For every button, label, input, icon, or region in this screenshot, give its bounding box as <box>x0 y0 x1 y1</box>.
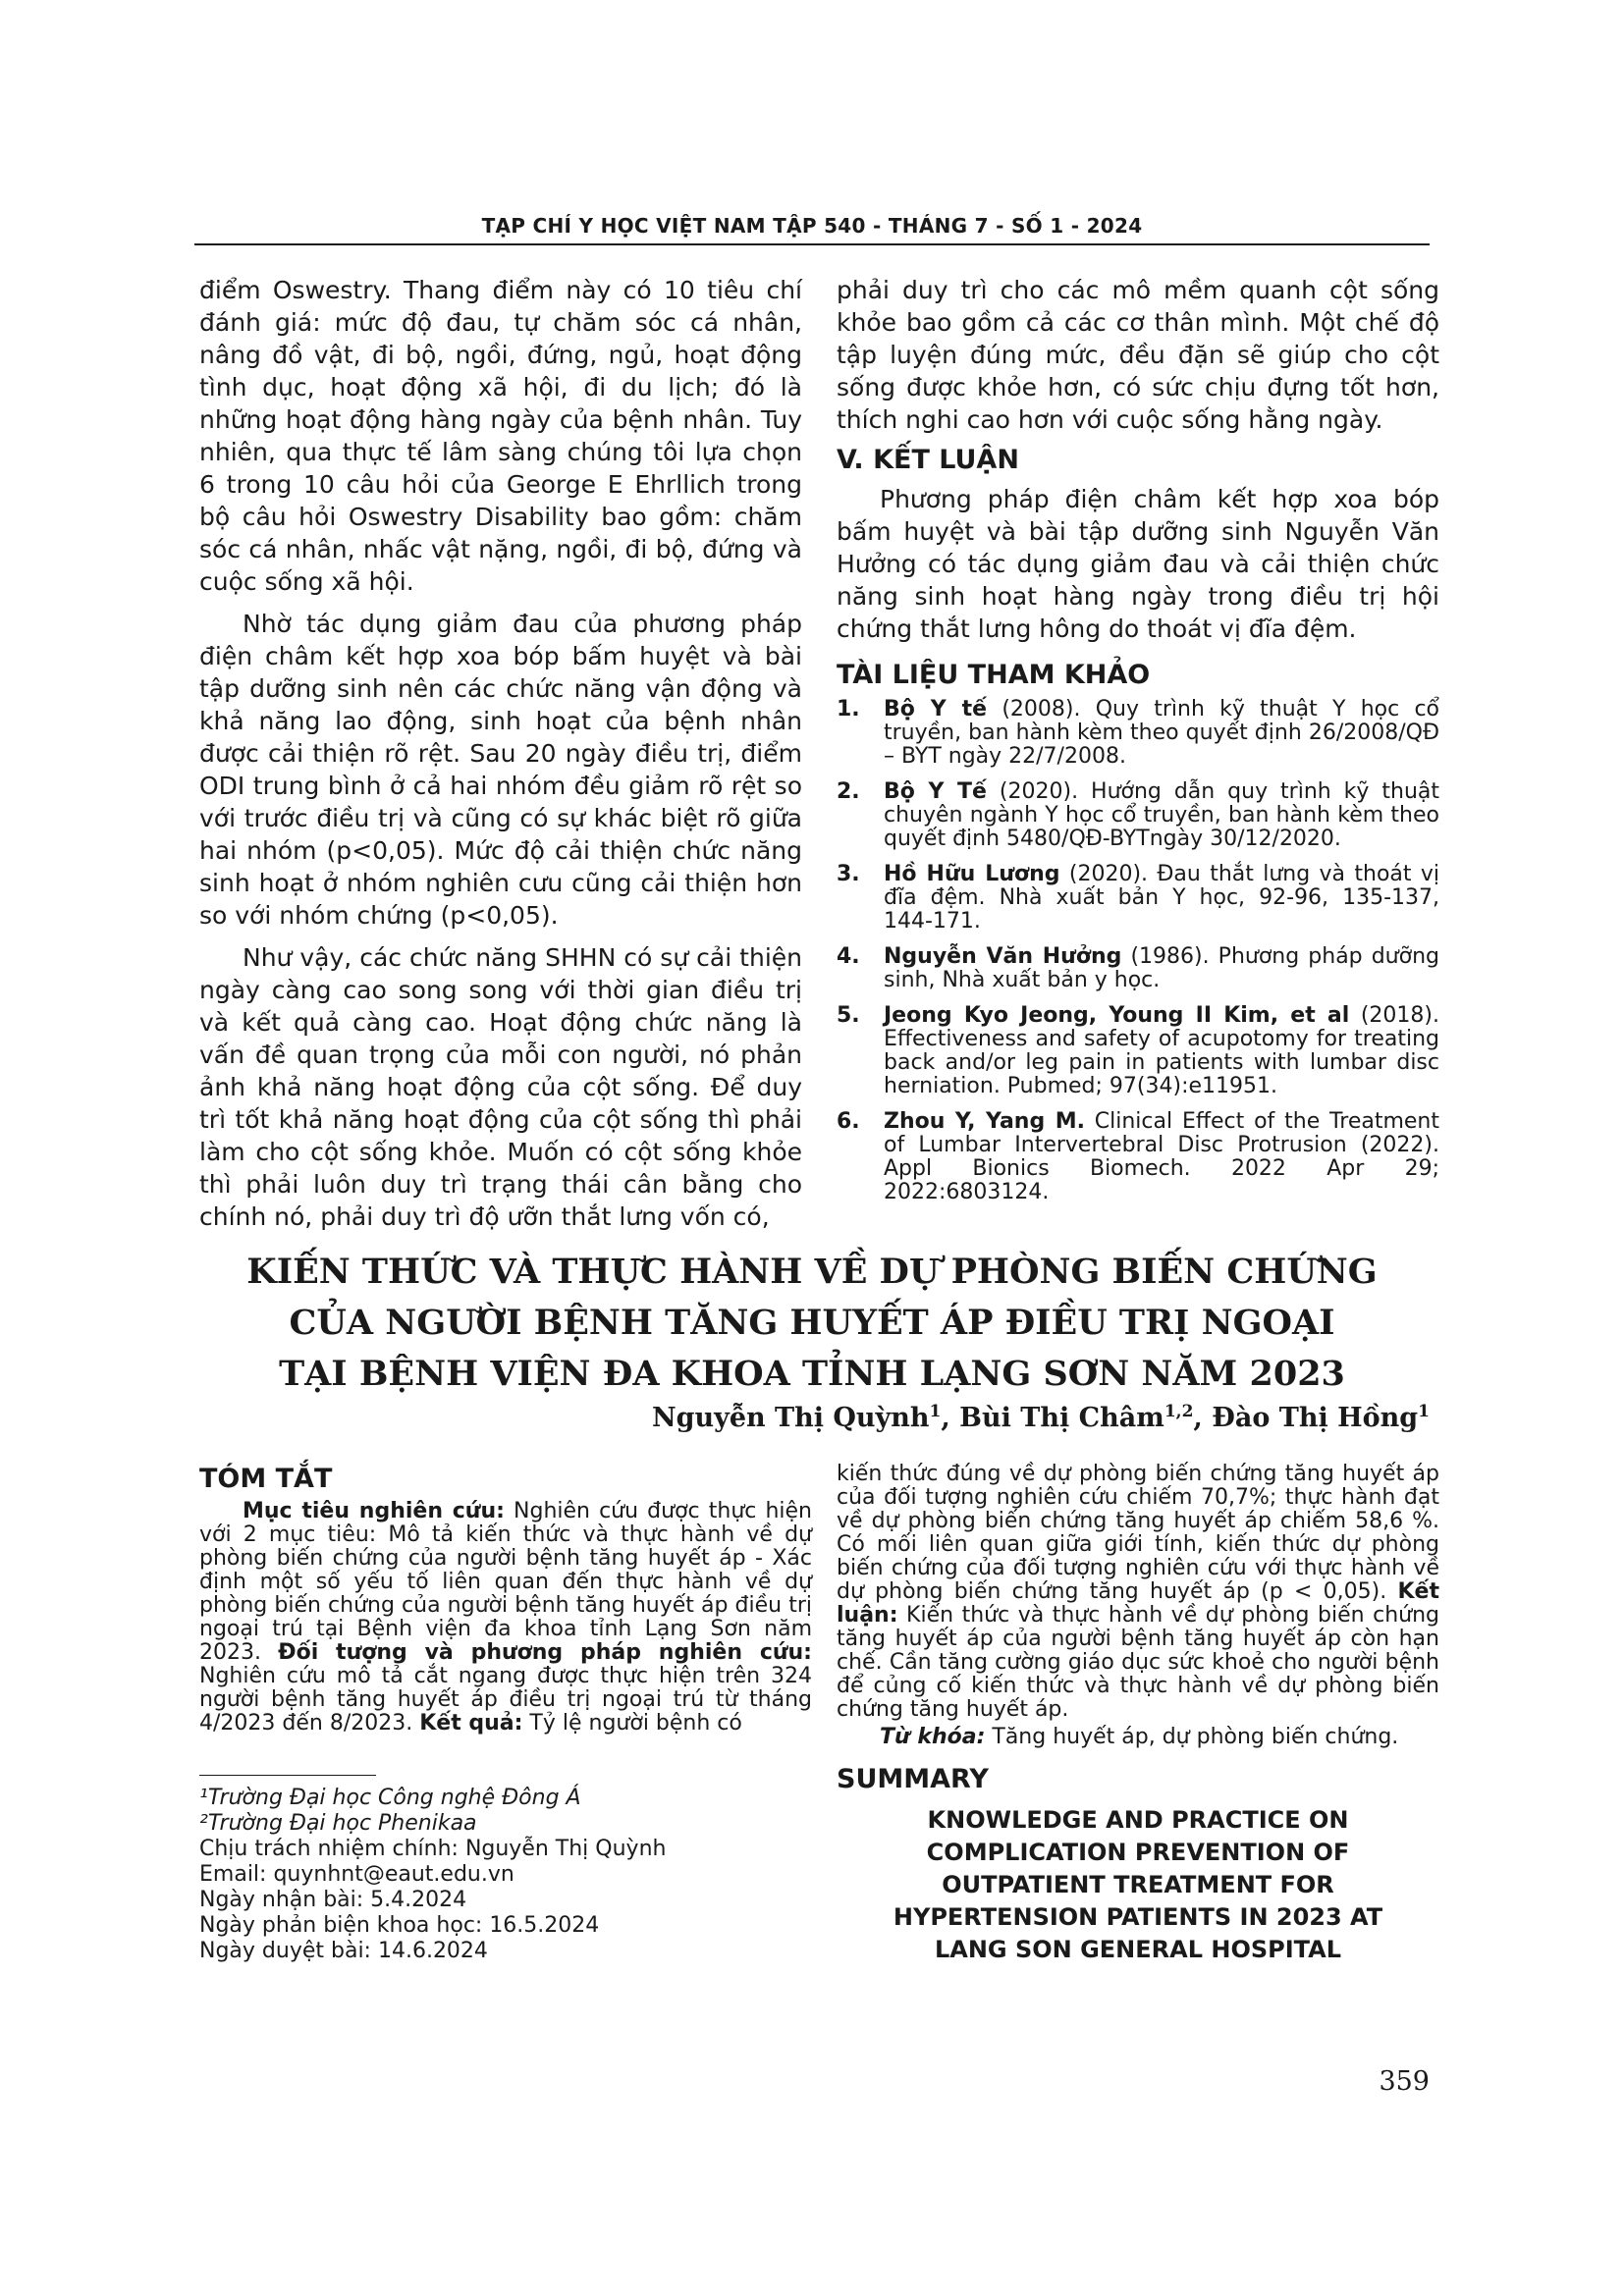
reference-author: Bộ Y Tế <box>884 779 987 804</box>
paragraph: Như vậy, các chức năng SHHN có sự cải thiện ngày càng cao song song với thời gian điều trị và kết quả càng cao. Hoạt động chức năng là vấn đề quan trọng của mỗi con người, nó phản ảnh khả năng hoạt động của cột sống. Để duy trì tốt khả năng hoạt động của cột sống thì phải làm cho cột sống khỏe. Muốn có cột sống khỏe thì phải luôn duy trì trạng thái cân bằng cho chính nó, phải duy trì độ ưỡn thắt lưng vốn có, <box>199 943 802 1231</box>
reference-item <box>837 863 1439 934</box>
reference-number: 6. <box>837 1109 860 1134</box>
received-date: Ngày nhận bài: 5.4.2024 <box>199 1888 467 1912</box>
abstract-text <box>837 1463 1439 1722</box>
reference-detail: (2008). Quy trình kỹ thuật Y học cổ truyền, ban hành kèm theo quyết định 26/2008/QĐ – BYT ngày 22/7/2008. <box>884 697 1439 769</box>
reference-item <box>837 780 1439 851</box>
reference-detail: (1986). Phương pháp dưỡng sinh, Nhà xuất bản y học. <box>884 944 1439 992</box>
conclusion-text: Kiến thức và thực hành về dự phòng biến chứng tăng huyết áp của người bệnh tăng huyết áp còn hạn chế. Cần tăng cường giáo dục sức khoẻ cho người bệnh để củng cố kiến thức và thực hành về dự phòng biến chứng tăng huyết áp. <box>837 1603 1439 1722</box>
keywords <box>837 1726 1439 1749</box>
keywords-label: Từ khóa: <box>880 1725 986 1749</box>
keywords-text: Tăng huyết áp, dự phòng biến chứng. <box>985 1725 1399 1749</box>
reference-item <box>837 1110 1439 1204</box>
reference-detail: Clinical Effect of the Treatment of Lumbar Intervertebral Disc Protrusion (2022). Appl Bionics Biomech. 2022 Apr 29; 2022:6803124. <box>884 1109 1439 1204</box>
conclusion-heading: V. KẾT LUẬN <box>837 445 1019 475</box>
reference-number: 3. <box>837 862 860 886</box>
author-name: Nguyễn Thị Quỳnh <box>651 1403 930 1433</box>
reference-text <box>884 1004 1439 1098</box>
paragraph: Nhờ tác dụng giảm đau của phương pháp điện châm kết hợp xoa bóp bấm huyệt và bài tập dưỡng sinh nên các chức năng vận động và khả năng lao động, sinh hoạt của bệnh nhân được cải thiện rõ rệt. Sau 20 ngày điều trị, điểm ODI trung bình ở cả hai nhóm đều giảm rõ rệt so với trước điều trị và cũng có sự khác biệt rõ giữa hai nhóm (p<0,05). Mức độ cải thiện chức năng sinh hoạt ở nhóm nghiên cưu cũng cải thiện hơn so với nhóm chứng (p<0,05). <box>199 610 802 930</box>
title-line: TẠI BỆNH VIỆN ĐA KHOA TỈNH LẠNG SƠN NĂM 2023 <box>279 1354 1345 1394</box>
paragraph: điểm Oswestry. Thang điểm này có 10 tiêu chí đánh giá: mức độ đau, tự chăm sóc cá nhân, nâng đồ vật, đi bộ, ngồi, đứng, ngủ, hoạt động tình dục, hoạt động xã hội, đi du lịch; đó là những hoạt động hàng ngày của bệnh nhân. Tuy nhiên, qua thực tế lâm sàng chúng tôi lựa chọn 6 trong 10 câu hỏi của George E Ehrllich trong bộ câu hỏi Oswestry Disability bao gồm: chăm sóc cá nhân, nhấc vật nặng, ngồi, đi bộ, đứng và cuộc sống xã hội. <box>199 276 802 596</box>
references-heading: TÀI LIỆU THAM KHẢO <box>837 660 1151 690</box>
accepted-date: Ngày duyệt bài: 14.6.2024 <box>199 1939 488 1963</box>
email: Email: quynhnt@eaut.edu.vn <box>199 1862 514 1887</box>
reference-author: Nguyễn Văn Hưởng <box>884 944 1122 969</box>
reference-author: Hồ Hữu Lương <box>884 862 1060 886</box>
reference-text <box>884 945 1439 992</box>
authors <box>652 1402 1430 1433</box>
result-label: Kết quả: <box>419 1711 523 1735</box>
corresponding-author: Chịu trách nhiệm chính: Nguyễn Thị Quỳnh <box>199 1837 667 1861</box>
reference-item <box>837 945 1439 992</box>
title-line: CỦA NGƯỜI BỆNH TĂNG HUYẾT ÁP ĐIỀU TRỊ NGOẠI <box>289 1303 1335 1343</box>
review-date: Ngày phản biện khoa học: 16.5.2024 <box>199 1913 600 1938</box>
author-name: Bùi Thị Châm <box>959 1403 1164 1433</box>
summary-en-title <box>837 1804 1439 1966</box>
abstract-text <box>199 1500 812 1735</box>
method-label: Đối tượng và phương pháp nghiên cứu: <box>278 1640 812 1665</box>
author-affiliation: 1 <box>1418 1402 1430 1421</box>
prev-right-column <box>837 274 1439 1216</box>
summary-vi-heading: TÓM TẮT <box>199 1464 333 1494</box>
running-header: TẠP CHÍ Y HỌC VIỆT NAM TẬP 540 - THÁNG 7 - SỐ 1 - 2024 <box>194 214 1430 245</box>
title-line: KIẾN THỨC VÀ THỰC HÀNH VỀ DỰ PHÒNG BIẾN CHỨNG <box>246 1252 1378 1292</box>
reference-author: Bộ Y tế <box>884 697 988 721</box>
prev-left-column <box>199 274 802 1233</box>
summary-title-line: COMPLICATION PREVENTION OF <box>926 1839 1350 1866</box>
summary-en-heading: SUMMARY <box>837 1764 989 1794</box>
reference-number: 5. <box>837 1003 860 1028</box>
paragraph: phải duy trì cho các mô mềm quanh cột sống khỏe bao gồm cả các cơ thân mình. Một chế độ tập luyện đúng mức, đều đặn sẽ giúp cho cột sống được khỏe hơn, có sức chịu đựng tốt hơn, thích nghi cao hơn với cuộc sống hằng ngày. <box>837 276 1439 434</box>
reference-text <box>884 698 1439 769</box>
author-name: Đào Thị Hồng <box>1212 1403 1419 1433</box>
reference-detail: (2020). Hướng dẫn quy trình kỹ thuật chuyên ngành Y học cổ truyền, ban hành kèm theo quyết định 5480/QĐ-BYTngày 30/12/2020. <box>884 779 1440 851</box>
method-text: Nghiên cứu mô tả cắt ngang được thực hiện trên 324 người bệnh tăng huyết áp điều trị ngoại trú từ tháng 4/2023 đến 8/2023. <box>199 1664 812 1735</box>
author-affiliation: 1,2 <box>1164 1402 1194 1421</box>
reference-author: Zhou Y, Yang M. <box>884 1109 1085 1134</box>
page-number: 359 <box>1379 2066 1430 2097</box>
reference-number: 4. <box>837 944 860 969</box>
summary-title-line: OUTPATIENT TREATMENT FOR <box>942 1871 1334 1898</box>
result-text: Tỷ lệ người bệnh có <box>522 1711 742 1735</box>
result-text: kiến thức đúng về dự phòng biến chứng tăng huyết áp của đối tượng nghiên cứu chiếm 70,7%; thực hành đạt về dự phòng biến chứng tăng huyết áp chiếm 58,6 %. Có mối liên quan giữa giới tính, kiến thức dự phòng biến chứng của đối tượng nghiên cứu với thực hành về dự phòng biến chứng tăng huyết áp (p < 0,05). <box>837 1462 1439 1604</box>
author-affiliation: 1 <box>929 1402 942 1421</box>
reference-text <box>884 1110 1439 1204</box>
reference-item <box>837 1004 1439 1098</box>
reference-item <box>837 698 1439 769</box>
footnote-divider <box>199 1775 376 1776</box>
conclusion-label: Kết luận: <box>837 1579 1439 1628</box>
article-title <box>194 1247 1430 1400</box>
objective-label: Mục tiêu nghiên cứu: <box>243 1499 505 1523</box>
abstract-left-column <box>199 1463 812 1964</box>
reference-text <box>884 780 1439 851</box>
summary-title-line: KNOWLEDGE AND PRACTICE ON <box>927 1806 1349 1834</box>
reference-detail: (2018). Effectiveness and safety of acupotomy for treating back and/or leg pain in patients with lumbar disc herniation. Pubmed; 97(34):e11951. <box>884 1003 1439 1098</box>
author-separator: , <box>1193 1403 1213 1433</box>
references-list <box>837 698 1439 1204</box>
affiliation-2: ²Trường Đại học Phenikaa <box>199 1811 477 1836</box>
reference-detail: (2020). Đau thắt lưng và thoát vị đĩa đệm. Nhà xuất bản Y học, 92-96, 135-137, 144-171. <box>884 862 1440 934</box>
conclusion-text: Phương pháp điện châm kết hợp xoa bóp bấm huyệt và bài tập dưỡng sinh Nguyễn Văn Hưởng có tác dụng giảm đau và cải thiện chức năng sinh hoạt hàng ngày trong điều trị hội chứng thắt lưng hông do thoát vị đĩa đệm. <box>837 485 1439 643</box>
author-separator: , <box>941 1403 960 1433</box>
summary-title-line: LANG SON GENERAL HOSPITAL <box>934 1936 1342 1963</box>
reference-number: 1. <box>837 697 860 721</box>
objective-text: Nghiên cứu được thực hiện với 2 mục tiêu: Mô tả kiến thức và thực hành về dự phòng biến chứng của người bệnh tăng huyết áp - Xác định một số yếu tố liên quan đến thực hành về dự phòng biến chứng của người bệnh tăng huyết áp điều trị ngoại trú tại Bệnh viện đa khoa tỉnh Lạng Sơn năm 2023. <box>199 1499 812 1665</box>
reference-author: Jeong Kyo Jeong, Young II Kim, et al <box>884 1003 1350 1028</box>
affiliation-1: ¹Trường Đại học Công nghệ Đông Á <box>199 1786 581 1810</box>
reference-text <box>884 863 1439 934</box>
reference-number: 2. <box>837 779 860 804</box>
abstract-right-column <box>837 1463 1439 1966</box>
footnotes <box>199 1786 812 1964</box>
summary-title-line: HYPERTENSION PATIENTS IN 2023 AT <box>893 1903 1383 1931</box>
